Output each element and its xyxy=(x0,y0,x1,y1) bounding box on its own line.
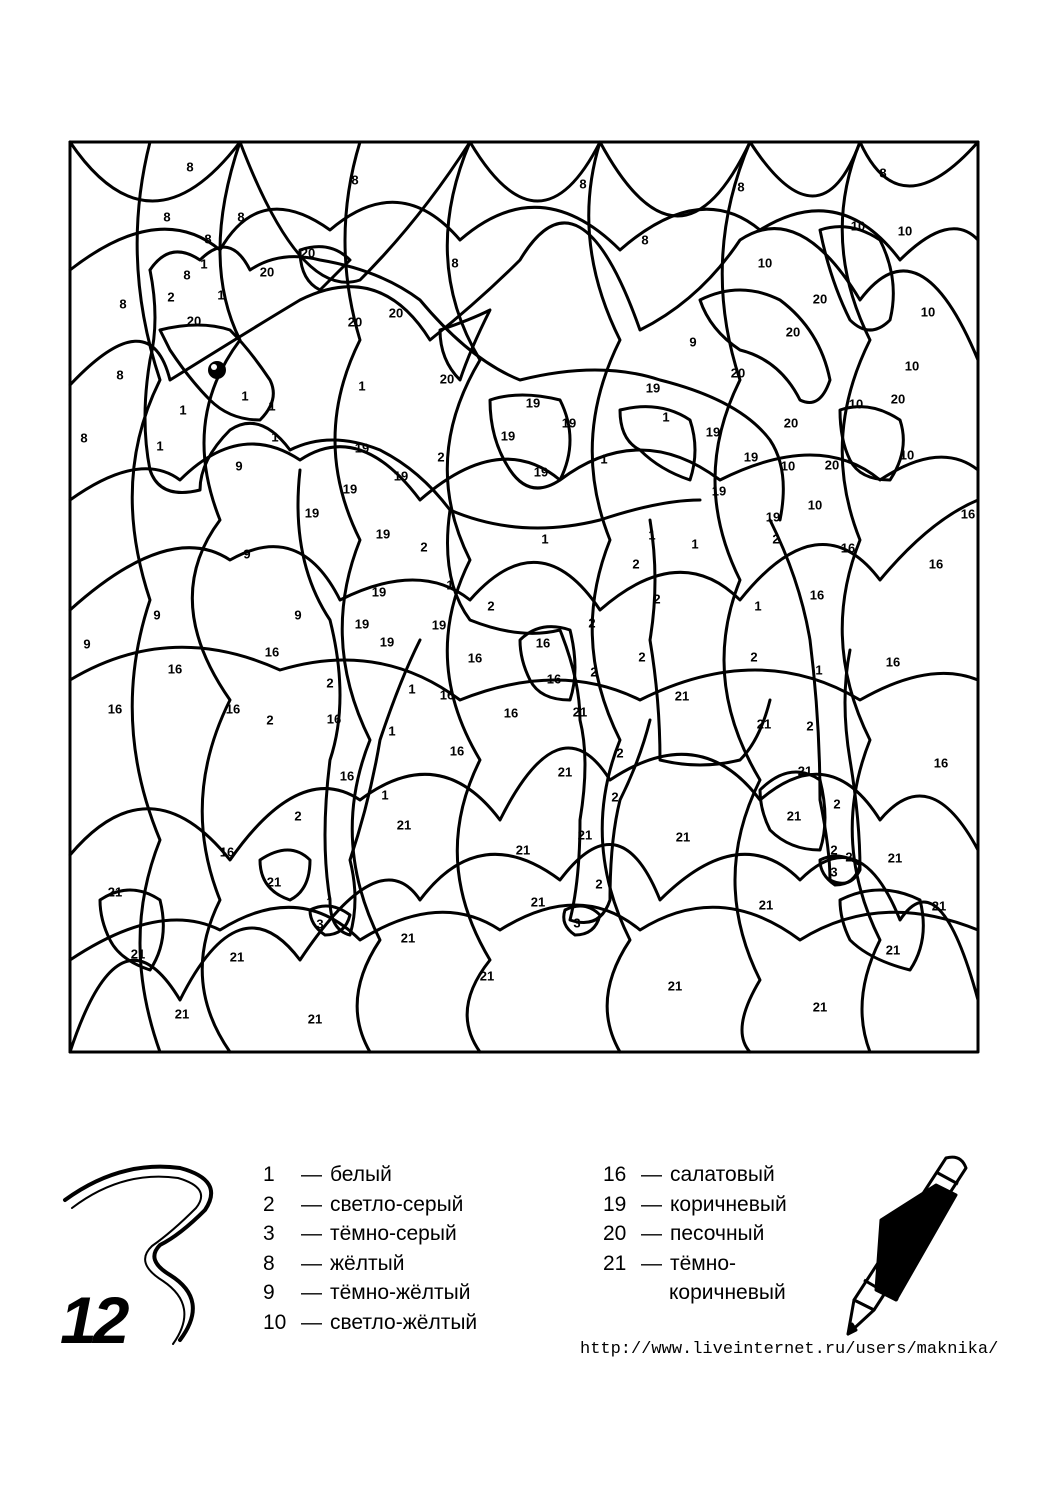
region-number: 19 xyxy=(375,526,391,542)
region-number: 2 xyxy=(632,556,640,572)
region-number: 8 xyxy=(237,209,245,225)
source-url: http://www.liveinternet.ru/users/maknika/ xyxy=(580,1340,999,1359)
region-number: 16 xyxy=(928,556,944,572)
region-number: 20 xyxy=(812,291,828,307)
region-number: 9 xyxy=(243,546,251,562)
region-number: 21 xyxy=(667,978,683,994)
region-number: 16 xyxy=(439,687,455,703)
legend-entry xyxy=(263,1219,477,1249)
legend-entry xyxy=(603,1219,787,1249)
region-number: 21 xyxy=(307,1011,323,1027)
region-number: 19 xyxy=(500,428,516,444)
region-number: 1 xyxy=(179,402,187,418)
region-number: 19 xyxy=(354,616,370,632)
region-number: 1 xyxy=(268,398,276,414)
legend-color-name: коричневый xyxy=(670,1192,787,1216)
legend-code: 16 xyxy=(603,1163,627,1186)
region-number: 2 xyxy=(845,849,853,865)
region-number: 19 xyxy=(371,584,387,600)
region-number: 20 xyxy=(300,245,316,261)
region-number: 19 xyxy=(765,509,781,525)
region-number: 21 xyxy=(931,898,947,914)
region-number: 2 xyxy=(653,591,661,607)
region-number: 1 xyxy=(200,256,208,272)
legend-dash: — xyxy=(301,1251,322,1275)
region-number: 21 xyxy=(515,842,531,858)
region-number: 8 xyxy=(451,255,459,271)
region-number: 1 xyxy=(541,531,549,547)
region-number: 19 xyxy=(354,440,370,456)
region-number: 8 xyxy=(116,367,124,383)
region-number: 8 xyxy=(579,176,587,192)
region-number: 2 xyxy=(806,718,814,734)
region-number: 1 xyxy=(241,388,249,404)
legend-entry xyxy=(603,1249,787,1279)
region-number: 10 xyxy=(920,304,936,320)
legend-dash: — xyxy=(301,1281,322,1304)
region-number: 8 xyxy=(204,231,212,247)
region-number: 2 xyxy=(326,675,334,691)
region-number: 16 xyxy=(339,768,355,784)
legend-dash: — xyxy=(641,1222,662,1245)
region-number: 21 xyxy=(812,999,828,1015)
region-number: 2 xyxy=(830,842,838,858)
legend-dash: — xyxy=(301,1163,322,1186)
region-number: 1 xyxy=(446,577,454,593)
region-number: 1 xyxy=(388,723,396,739)
region-number: 16 xyxy=(840,540,856,556)
region-number: 16 xyxy=(535,635,551,651)
region-number: 21 xyxy=(479,968,495,984)
region-number: 20 xyxy=(186,313,202,329)
region-number: 1 xyxy=(326,894,334,910)
region-number: 21 xyxy=(885,942,901,958)
region-number: 16 xyxy=(503,705,519,721)
region-number: 10 xyxy=(897,223,913,239)
legend-code: 8 xyxy=(263,1251,275,1275)
region-number: 19 xyxy=(705,424,721,440)
region-number: 16 xyxy=(960,506,976,522)
region-number: 8 xyxy=(163,209,171,225)
color-legend-left xyxy=(263,1160,477,1337)
legend-color-name: светло-жёлтый xyxy=(330,1310,478,1334)
region-number: 21 xyxy=(130,946,146,962)
legend-entry xyxy=(263,1190,477,1220)
region-number: 16 xyxy=(933,755,949,771)
legend-code: 3 xyxy=(263,1222,275,1245)
legend-color-name: песочный xyxy=(670,1222,765,1245)
region-number: 1 xyxy=(408,681,416,697)
region-number: 2 xyxy=(750,649,758,665)
mosaic-drawing xyxy=(68,140,980,1054)
region-number: 1 xyxy=(691,536,699,552)
legend-entry-continuation xyxy=(603,1278,787,1308)
region-number: 2 xyxy=(616,745,624,761)
legend-color-name: светло-серый xyxy=(330,1192,464,1216)
region-number: 21 xyxy=(887,850,903,866)
legend-code: 19 xyxy=(603,1192,627,1216)
page-number: 12 xyxy=(60,1283,126,1357)
region-number: 2 xyxy=(638,649,646,665)
region-number: 1 xyxy=(815,662,823,678)
region-number: 1 xyxy=(600,451,608,467)
region-number: 9 xyxy=(235,458,243,474)
region-number: 16 xyxy=(546,671,562,687)
region-number: 2 xyxy=(266,712,274,728)
region-number: 16 xyxy=(467,650,483,666)
legend-code: 1 xyxy=(263,1163,275,1186)
region-number: 19 xyxy=(431,617,447,633)
region-number: 8 xyxy=(80,430,88,446)
region-number: 19 xyxy=(561,415,577,431)
region-number: 21 xyxy=(758,897,774,913)
region-number: 21 xyxy=(675,829,691,845)
region-number: 2 xyxy=(420,539,428,555)
legend-code: 9 xyxy=(263,1281,275,1304)
region-number: 21 xyxy=(229,949,245,965)
legend-entry xyxy=(603,1190,787,1220)
region-number: 2 xyxy=(595,876,603,892)
region-number: 19 xyxy=(393,468,409,484)
legend-code: 10 xyxy=(263,1310,287,1334)
legend-dash: — xyxy=(301,1222,322,1245)
legend-code: 21 xyxy=(603,1251,627,1275)
region-number: 1 xyxy=(754,598,762,614)
region-number: 2 xyxy=(167,289,175,305)
region-number: 16 xyxy=(885,654,901,670)
region-number: 2 xyxy=(294,808,302,824)
region-number: 21 xyxy=(107,884,123,900)
region-number: 8 xyxy=(351,172,359,188)
region-number: 16 xyxy=(449,743,465,759)
legend-color-name: тёмно- xyxy=(670,1251,737,1275)
region-number: 1 xyxy=(358,378,366,394)
region-number: 21 xyxy=(174,1006,190,1022)
legend-color-name: коричневый xyxy=(669,1281,786,1304)
region-number: 21 xyxy=(797,763,813,779)
region-number: 16 xyxy=(264,644,280,660)
region-number: 10 xyxy=(850,218,866,234)
region-number: 20 xyxy=(783,415,799,431)
legend-dash: — xyxy=(641,1251,662,1275)
region-number: 21 xyxy=(266,874,282,890)
legend-color-name: белый xyxy=(330,1163,392,1186)
region-number: 21 xyxy=(572,704,588,720)
region-number: 10 xyxy=(757,255,773,271)
region-number: 19 xyxy=(533,464,549,480)
region-number: 1 xyxy=(648,527,656,543)
region-number: 2 xyxy=(772,531,780,547)
region-number: 8 xyxy=(879,165,887,181)
region-number: 10 xyxy=(780,458,796,474)
region-number: 16 xyxy=(107,701,123,717)
legend-entry xyxy=(263,1160,477,1190)
legend-entry xyxy=(603,1160,787,1190)
region-number: 2 xyxy=(487,598,495,614)
region-number: 20 xyxy=(785,324,801,340)
region-number: 19 xyxy=(304,505,320,521)
legend-color-name: тёмно-жёлтый xyxy=(330,1281,471,1304)
region-number: 1 xyxy=(662,409,670,425)
region-number: 19 xyxy=(525,395,541,411)
region-number: 2 xyxy=(437,449,445,465)
pencil-icon xyxy=(826,1150,976,1340)
region-number: 10 xyxy=(904,358,920,374)
legend-dash: — xyxy=(641,1163,662,1186)
region-number: 8 xyxy=(119,296,127,312)
region-number: 8 xyxy=(641,232,649,248)
region-number: 16 xyxy=(219,844,235,860)
region-number: 9 xyxy=(294,607,302,623)
region-number: 19 xyxy=(711,483,727,499)
region-number: 20 xyxy=(439,371,455,387)
region-number: 16 xyxy=(167,661,183,677)
legend-entry xyxy=(263,1278,477,1308)
horse-eye xyxy=(208,361,226,379)
region-number: 20 xyxy=(890,391,906,407)
legend-dash: — xyxy=(301,1310,322,1334)
legend-code: 2 xyxy=(263,1192,275,1216)
region-number: 20 xyxy=(259,264,275,280)
region-number: 8 xyxy=(186,159,194,175)
region-number: 1 xyxy=(156,438,164,454)
region-number: 20 xyxy=(824,457,840,473)
region-number: 2 xyxy=(833,796,841,812)
region-number: 19 xyxy=(743,449,759,465)
region-number: 10 xyxy=(848,396,864,412)
region-number: 16 xyxy=(326,711,342,727)
legend-entry xyxy=(263,1308,477,1338)
region-number: 3 xyxy=(830,864,838,880)
region-number: 21 xyxy=(400,930,416,946)
region-number: 10 xyxy=(899,447,915,463)
region-number: 20 xyxy=(388,305,404,321)
region-numbers xyxy=(80,159,975,1026)
region-number: 1 xyxy=(271,429,279,445)
legend-color-name: жёлтый xyxy=(330,1251,405,1275)
region-number: 1 xyxy=(217,287,225,303)
region-number: 10 xyxy=(807,497,823,513)
region-number: 3 xyxy=(573,915,581,931)
legend-dash: — xyxy=(301,1192,322,1216)
region-number: 19 xyxy=(645,380,661,396)
color-by-number-picture xyxy=(68,140,980,1054)
region-number: 19 xyxy=(342,481,358,497)
legend-color-name: тёмно-серый xyxy=(330,1222,457,1245)
region-number: 16 xyxy=(809,587,825,603)
region-number: 9 xyxy=(153,607,161,623)
region-number: 21 xyxy=(786,808,802,824)
region-number: 9 xyxy=(689,334,697,350)
region-number: 1 xyxy=(381,787,389,803)
region-number: 8 xyxy=(737,179,745,195)
region-number: 21 xyxy=(530,894,546,910)
region-number: 8 xyxy=(183,267,191,283)
region-number: 2 xyxy=(588,615,596,631)
legend-code: 20 xyxy=(603,1222,627,1245)
region-number: 19 xyxy=(379,634,395,650)
legend-dash: — xyxy=(641,1192,662,1216)
region-number: 2 xyxy=(590,664,598,680)
color-legend-right xyxy=(603,1160,787,1308)
region-number: 21 xyxy=(756,716,772,732)
region-number: 21 xyxy=(577,827,593,843)
region-number: 20 xyxy=(347,314,363,330)
region-number: 21 xyxy=(557,764,573,780)
region-number: 16 xyxy=(225,701,241,717)
region-number: 21 xyxy=(674,688,690,704)
legend-entry xyxy=(263,1249,477,1279)
region-number: 21 xyxy=(396,817,412,833)
region-number: 20 xyxy=(730,365,746,381)
region-number: 9 xyxy=(83,636,91,652)
region-number: 3 xyxy=(316,916,324,932)
region-number: 2 xyxy=(611,789,619,805)
legend-color-name: салатовый xyxy=(670,1163,775,1186)
